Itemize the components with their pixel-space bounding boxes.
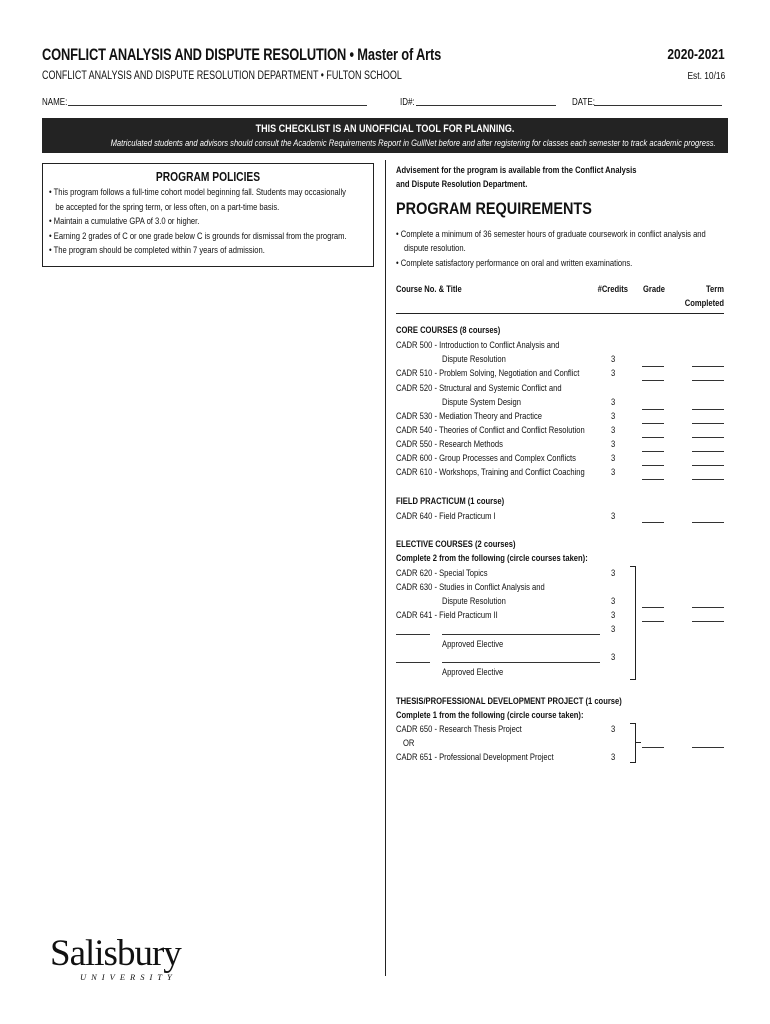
thesis-bracket-tick (636, 742, 641, 743)
header-rule (396, 313, 724, 314)
policy-item: • Maintain a cumulative GPA of 3.0 or higher. (49, 216, 200, 227)
course-cadr-530: CADR 530 - Mediation Theory and Practice (396, 411, 543, 422)
credits-cadr-641: 3 (611, 610, 616, 621)
course-cadr-500: CADR 500 - Introduction to Conflict Analysis and (396, 340, 560, 351)
advisement-line-2: and Dispute Resolution Department. (396, 179, 528, 190)
course-cadr-520: CADR 520 - Structural and Systemic Conflict and (396, 383, 562, 394)
course-cadr-651: CADR 651 - Professional Development Project (396, 752, 554, 763)
logo-university: UNIVERSITY (80, 972, 177, 982)
date-label: DATE: (572, 97, 595, 108)
policy-item: • This program follows a full-time cohort model beginning fall. Students may occasionally be accepted for the spring term, or less often, on a part-time basis. (49, 187, 346, 213)
established-date: Est. 10/16 (687, 70, 725, 82)
term-blank[interactable] (692, 607, 724, 608)
program-policies-box (42, 163, 374, 267)
course-cadr-620: CADR 620 - Special Topics (396, 568, 488, 579)
course-cadr-640: CADR 640 - Field Practicum I (396, 511, 496, 522)
advisement-line-1: Advisement for the program is available from the Conflict Analysis (396, 165, 637, 176)
elective-course-number-blank[interactable] (396, 634, 430, 635)
course-cadr-630: CADR 630 - Studies in Conflict Analysis and (396, 582, 545, 593)
course-cadr-500-cont: Dispute Resolution (442, 354, 506, 365)
term-blank[interactable] (692, 479, 724, 480)
term-blank[interactable] (692, 747, 724, 748)
course-cadr-520-cont: Dispute System Design (442, 397, 521, 408)
course-cadr-540: CADR 540 - Theories of Conflict and Conflict Resolution (396, 425, 585, 436)
thesis-heading: THESIS/PROFESSIONAL DEVELOPMENT PROJECT (1 course) (396, 696, 622, 707)
course-cadr-630-cont: Dispute Resolution (442, 596, 506, 607)
thesis-bracket (630, 723, 636, 763)
credits-cadr-520: 3 (611, 397, 616, 408)
term-blank[interactable] (692, 437, 724, 438)
grade-blank[interactable] (642, 479, 664, 480)
id-line[interactable] (416, 105, 556, 106)
term-blank[interactable] (692, 423, 724, 424)
grade-blank[interactable] (642, 437, 664, 438)
policy-item: • The program should be completed within 7 years of admission. (49, 245, 265, 256)
policies-list (49, 186, 365, 259)
elective-course-title-blank[interactable] (442, 662, 600, 663)
column-divider (385, 160, 386, 976)
core-heading: CORE COURSES (8 courses) (396, 325, 501, 336)
date-line[interactable] (594, 105, 722, 106)
banner-heading: THIS CHECKLIST IS AN UNOFFICIAL TOOL FOR PLANNING. (255, 123, 515, 135)
elective-course-number-blank[interactable] (396, 662, 430, 663)
name-field[interactable] (42, 97, 367, 108)
grade-blank[interactable] (642, 380, 664, 381)
policy-item: • Earning 2 grades of C or one grade below C is grounds for dismissal from the program. (49, 230, 347, 242)
grade-blank[interactable] (642, 522, 664, 523)
course-cadr-550: CADR 550 - Research Methods (396, 439, 503, 450)
requirement-bullet-1-cont: dispute resolution. (404, 243, 466, 254)
policies-title: PROGRAM POLICIES (155, 170, 261, 184)
credits-cadr-651: 3 (611, 752, 616, 763)
grade-blank[interactable] (642, 409, 664, 410)
col-grade: Grade (643, 284, 665, 295)
credits-cadr-640: 3 (611, 511, 616, 522)
col-completed: Completed (684, 298, 724, 309)
document-title: CONFLICT ANALYSIS AND DISPUTE RESOLUTION • Master of Arts (42, 46, 442, 64)
col-credits: #Credits (597, 284, 628, 295)
id-field[interactable] (400, 97, 556, 108)
academic-year: 2020-2021 (667, 46, 725, 63)
disclaimer-banner (42, 118, 728, 153)
term-blank[interactable] (692, 380, 724, 381)
credits-cadr-650: 3 (611, 724, 616, 735)
credits-cadr-510: 3 (611, 368, 616, 379)
thesis-subheading: Complete 1 from the following (circle course taken): (396, 710, 584, 721)
course-cadr-600: CADR 600 - Group Processes and Complex Conflicts (396, 453, 576, 464)
requirements-title: PROGRAM REQUIREMENTS (396, 199, 592, 218)
col-term: Term (705, 284, 724, 295)
elective-subheading: Complete 2 from the following (circle courses taken): (396, 553, 588, 564)
col-course: Course No. & Title (396, 284, 462, 295)
credits-cadr-530: 3 (611, 411, 616, 422)
elective-course-title-blank[interactable] (442, 634, 600, 635)
name-line[interactable] (68, 105, 367, 106)
term-blank[interactable] (692, 522, 724, 523)
grade-blank[interactable] (642, 423, 664, 424)
elective-bracket (630, 566, 636, 680)
credits-cadr-500: 3 (611, 354, 616, 365)
credits-cadr-620: 3 (611, 568, 616, 579)
credits-cadr-600: 3 (611, 453, 616, 464)
salisbury-university-logo (50, 933, 181, 982)
course-cadr-610: CADR 610 - Workshops, Training and Conflict Coaching (396, 467, 585, 478)
id-label: ID#: (400, 97, 415, 108)
requirement-bullet-2: • Complete satisfactory performance on oral and written examinations. (396, 258, 633, 269)
course-cadr-510: CADR 510 - Problem Solving, Negotiation and Conflict (396, 368, 580, 379)
grade-blank[interactable] (642, 621, 664, 622)
name-label: NAME: (42, 97, 68, 108)
grade-blank[interactable] (642, 366, 664, 367)
grade-blank[interactable] (642, 747, 664, 748)
logo-wordmark: Salisbury (50, 933, 181, 974)
term-blank[interactable] (692, 409, 724, 410)
course-cadr-641: CADR 641 - Field Practicum II (396, 610, 498, 621)
term-blank[interactable] (692, 451, 724, 452)
credits-approved-elective-2: 3 (611, 652, 616, 663)
grade-blank[interactable] (642, 451, 664, 452)
grade-blank[interactable] (642, 607, 664, 608)
term-blank[interactable] (692, 621, 724, 622)
credits-cadr-540: 3 (611, 425, 616, 436)
grade-blank[interactable] (642, 465, 664, 466)
department-name: CONFLICT ANALYSIS AND DISPUTE RESOLUTION DEPARTMENT • FULTON SCHOOL (42, 70, 402, 82)
or-label: OR (403, 738, 415, 749)
approved-elective-label: Approved Elective (442, 639, 504, 650)
credits-cadr-610: 3 (611, 467, 616, 478)
banner-note: Matriculated students and advisors should consult the Academic Requirements Report in GullNet before and after registering for classes each semester to track academic progress. (110, 138, 716, 149)
elective-heading: ELECTIVE COURSES (2 courses) (396, 539, 516, 550)
credits-approved-elective-1: 3 (611, 624, 616, 635)
field-heading: FIELD PRACTICUM (1 course) (396, 496, 505, 507)
course-cadr-650: CADR 650 - Research Thesis Project (396, 724, 522, 735)
term-blank[interactable] (692, 465, 724, 466)
date-field[interactable] (572, 97, 722, 108)
term-blank[interactable] (692, 366, 724, 367)
approved-elective-label: Approved Elective (442, 667, 504, 678)
credits-cadr-630: 3 (611, 596, 616, 607)
requirement-bullet-1: • Complete a minimum of 36 semester hours of graduate coursework in conflict analysis and (396, 229, 706, 240)
credits-cadr-550: 3 (611, 439, 616, 450)
